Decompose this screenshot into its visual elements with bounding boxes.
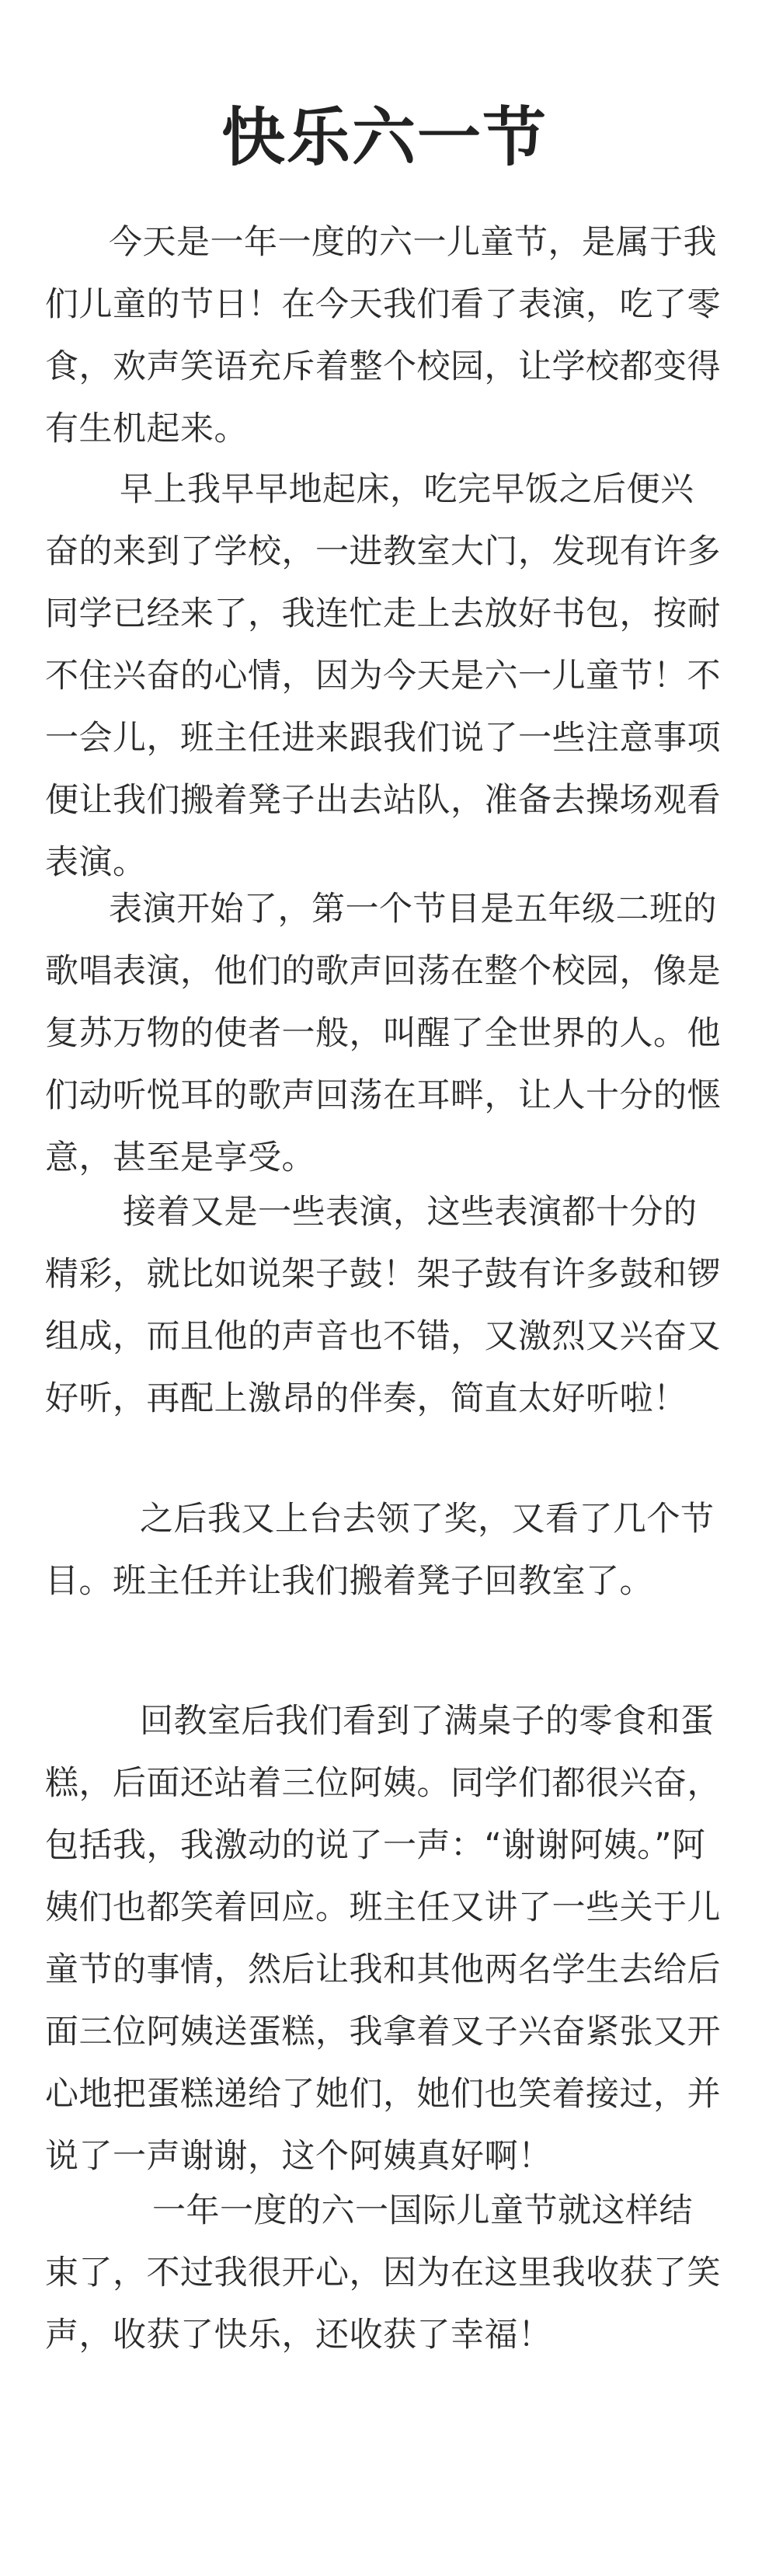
paragraph-2: 早上我早早地起床，吃完早饭之后便兴奋的来到了学校，一进教室大门，发现有许多同学已经来了，我连忙走上去放好书包，按耐不住兴奋的心情，因为今天是六一儿童节！不一会儿，班主任进来跟我们说了一些注意事项便让我们搬着凳子出去站队，准备去操场观看表演。 [45,470,721,882]
paragraph-1: 今天是一年一度的六一儿童节，是属于我们儿童的节日！在今天我们看了表演，吃了零食，欢声笑语充斥着整个校园，让学校都变得有生机起来。 [45,223,721,448]
document-title: 快乐六一节 [221,101,548,175]
paragraph-7: 一年一度的六一国际儿童节就这样结束了，不过我很开心，因为在这里我收获了笑声，收获了快乐，还收获了幸福！ [45,2191,721,2355]
paragraph-6: 回教室后我们看到了满桌子的零食和蛋糕，后面还站着三位阿姨。同学们都很兴奋，包括我，我激动的说了一声：“谢谢阿姨。”阿姨们也都笑着回应。班主任又讲了一些关于儿童节的事情，然后让我和其他两名学生去给后面三位阿姨送蛋糕，我拿着叉子兴奋紧张又开心地把蛋糕递给了她们，她们也笑着接过，并说了一声谢谢，这个阿姨真好啊！ [45,1702,721,2176]
paragraph-5: 之后我又上台去领了奖，又看了几个节目。班主任并让我们搬着凳子回教室了。 [45,1500,715,1601]
paragraph-3: 表演开始了，第一个节目是五年级二班的歌唱表演，他们的歌声回荡在整个校园，像是复苏万物的使者一般，叫醒了全世界的人。他们动听悦耳的歌声回荡在耳畔，让人十分的惬意，甚至是享受。 [45,890,721,1177]
paragraph-4: 接着又是一些表演，这些表演都十分的精彩，就比如说架子鼓！架子鼓有许多鼓和锣组成，而且他的声音也不错，又激烈又兴奋又好听，再配上激昂的伴奏，简直太好听啦！ [45,1193,721,1418]
